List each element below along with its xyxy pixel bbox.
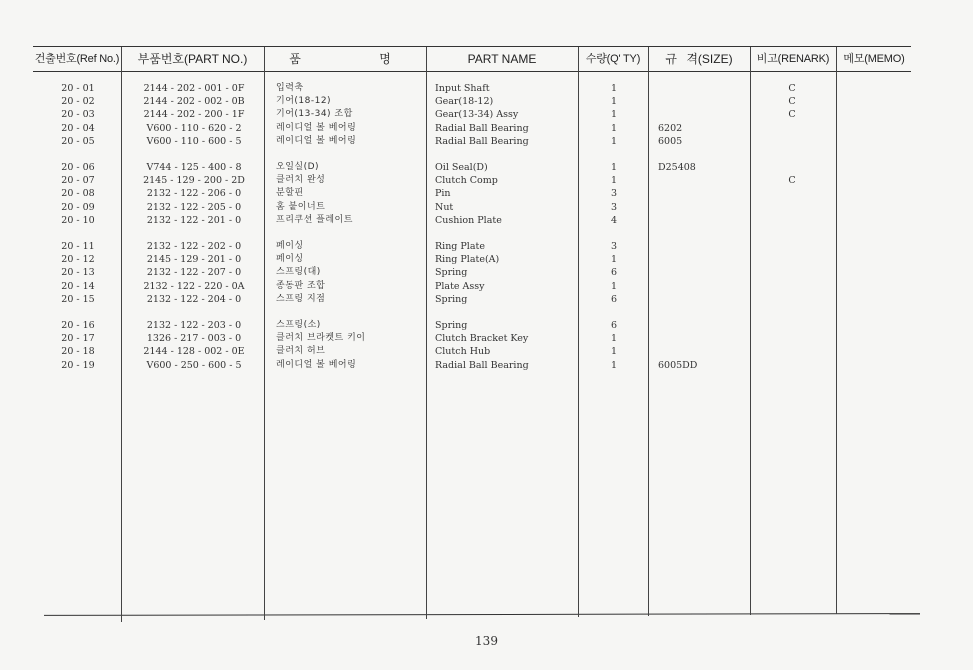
- part-no-cell: 2132 - 122 - 205 - 0: [146, 201, 242, 213]
- ref-no-cell: 20 - 03: [61, 109, 95, 121]
- qty-cell: 1: [610, 346, 618, 358]
- korean-name-cell: 레이디얼 볼 베어링: [276, 135, 357, 146]
- qty-cell: 1: [610, 122, 618, 134]
- ref-no-cell: 20 - 19: [61, 359, 95, 371]
- column-divider: [750, 47, 751, 615]
- ref-no-cell: 20 - 08: [61, 188, 95, 200]
- part-no-cell: 2132 - 122 - 220 - 0A: [143, 280, 245, 292]
- korean-name-cell: 프리쿠션 플레이트: [276, 214, 353, 225]
- part-no-cell: 2144 - 128 - 002 - 0E: [143, 346, 245, 358]
- size-cell: 6005: [658, 135, 683, 147]
- part-name-cell: Nut: [435, 201, 454, 213]
- remark-cell: C: [788, 109, 796, 121]
- ref-no-cell: 20 - 06: [61, 162, 95, 173]
- part-name-cell: Ring Plate(A): [435, 254, 500, 266]
- part-name-cell: Clutch Bracket Key: [435, 333, 529, 345]
- ref-no-cell: 20 - 07: [61, 175, 95, 187]
- ref-no-cell: 20 - 11: [61, 241, 95, 252]
- korean-name-cell: 클러치 브라켓트 키이: [276, 333, 366, 344]
- part-no-cell: 2145 - 129 - 200 - 2D: [143, 175, 245, 187]
- bottom-rule: [44, 613, 920, 616]
- qty-cell: 1: [610, 96, 618, 108]
- qty-cell: 1: [610, 280, 618, 292]
- size-cell: 6005DD: [658, 359, 698, 371]
- part-name-cell: Clutch Comp: [435, 175, 498, 187]
- part-no-cell: V600 - 110 - 620 - 2: [146, 122, 242, 134]
- ref-no-cell: 20 - 02: [61, 96, 95, 108]
- part-no-cell: 2144 - 202 - 001 - 0F: [143, 83, 245, 94]
- part-no-cell: V600 - 250 - 600 - 5: [146, 359, 242, 371]
- part-name-cell: Ring Plate: [435, 241, 485, 252]
- korean-name-cell: 분할핀: [276, 188, 304, 199]
- part-name-cell: Gear(13-34) Assy: [435, 109, 519, 121]
- remark-cell: C: [788, 96, 796, 108]
- page-number: 139: [475, 634, 498, 648]
- qty-cell: 3: [610, 241, 618, 252]
- part-name-cell: Oil Seal(D): [435, 162, 488, 173]
- part-no-cell: 2132 - 122 - 206 - 0: [146, 188, 242, 200]
- part-name-cell: Radial Ball Bearing: [435, 122, 529, 134]
- header-qty: 수량(Q' TY): [585, 53, 641, 65]
- header-name-ko-left: 품: [289, 52, 301, 66]
- korean-name-cell: 스프링(소): [276, 320, 321, 330]
- qty-cell: 6: [610, 267, 618, 279]
- korean-name-cell: 기어(18-12): [276, 96, 332, 107]
- ref-no-cell: 20 - 18: [61, 346, 95, 358]
- remark-cell: C: [788, 83, 796, 94]
- korean-name-cell: 홈 붙이너트: [276, 201, 326, 212]
- header-part-name: PART NAME: [467, 52, 537, 66]
- part-name-cell: Gear(18-12): [435, 96, 494, 108]
- korean-name-cell: 스프링(대): [276, 267, 321, 278]
- korean-name-cell: 페이싱: [276, 241, 304, 251]
- qty-cell: 1: [610, 83, 618, 94]
- ref-no-cell: 20 - 09: [61, 201, 95, 213]
- part-name-cell: Input Shaft: [435, 83, 490, 94]
- qty-cell: 1: [610, 162, 618, 173]
- part-name-cell: Pin: [435, 188, 451, 200]
- korean-name-cell: 종동판 조합: [276, 280, 326, 291]
- qty-cell: 1: [610, 135, 618, 147]
- part-no-cell: V600 - 110 - 600 - 5: [146, 135, 242, 147]
- header-ref-no: 건출번호(Ref No.): [34, 53, 120, 65]
- part-no-cell: 2132 - 122 - 203 - 0: [146, 320, 242, 331]
- column-divider: [426, 47, 427, 619]
- korean-name-cell: 기어(13-34) 조합: [276, 109, 353, 120]
- header-memo: 메모(MEMO): [843, 53, 905, 65]
- column-divider: [264, 47, 265, 620]
- korean-name-cell: 스프링 지점: [276, 293, 326, 304]
- top-rule: [33, 46, 911, 47]
- header-rule: [33, 71, 911, 72]
- part-name-cell: Spring: [435, 293, 468, 305]
- korean-name-cell: 페이싱: [276, 254, 304, 265]
- part-no-cell: 2144 - 202 - 200 - 1F: [143, 109, 245, 121]
- ref-no-cell: 20 - 17: [61, 333, 95, 345]
- header-size: 규 격(SIZE): [665, 52, 733, 66]
- korean-name-cell: 클러치 완성: [276, 175, 326, 186]
- part-no-cell: 2132 - 122 - 201 - 0: [146, 214, 242, 226]
- column-divider: [578, 47, 579, 617]
- ref-no-cell: 20 - 01: [61, 83, 95, 94]
- korean-name-cell: 레이디얼 볼 베어링: [276, 122, 357, 133]
- part-name-cell: Spring: [435, 320, 468, 331]
- part-no-cell: 2132 - 122 - 204 - 0: [146, 293, 242, 305]
- part-no-cell: 2132 - 122 - 202 - 0: [146, 241, 242, 252]
- ref-no-cell: 20 - 13: [61, 267, 95, 279]
- qty-cell: 1: [610, 175, 618, 187]
- qty-cell: 1: [610, 109, 618, 121]
- size-cell: 6202: [658, 122, 683, 134]
- header-name-ko-right: 명: [379, 52, 391, 66]
- ref-no-cell: 20 - 04: [61, 122, 95, 134]
- ref-no-cell: 20 - 12: [61, 254, 95, 266]
- qty-cell: 1: [610, 359, 618, 371]
- ref-no-cell: 20 - 10: [61, 214, 95, 226]
- column-divider: [836, 47, 837, 614]
- korean-name-cell: 레이디얼 볼 베어링: [276, 359, 357, 370]
- ref-no-cell: 20 - 16: [61, 320, 95, 331]
- qty-cell: 3: [610, 201, 618, 213]
- qty-cell: 6: [610, 293, 618, 305]
- part-no-cell: 1326 - 217 - 003 - 0: [146, 333, 242, 345]
- qty-cell: 1: [610, 333, 618, 345]
- part-name-cell: Clutch Hub: [435, 346, 491, 358]
- part-no-cell: 2145 - 129 - 201 - 0: [146, 254, 242, 266]
- korean-name-cell: 입력축: [276, 83, 304, 93]
- korean-name-cell: 오일실(D): [276, 162, 320, 172]
- part-name-cell: Radial Ball Bearing: [435, 359, 529, 371]
- header-remark: 비고(RENARK): [756, 53, 830, 65]
- part-name-cell: Spring: [435, 267, 468, 279]
- part-no-cell: 2144 - 202 - 002 - 0B: [143, 96, 245, 108]
- remark-cell: C: [788, 175, 796, 187]
- header-part-no: 부품번호(PART NO.): [137, 52, 248, 66]
- ref-no-cell: 20 - 14: [61, 280, 95, 292]
- size-cell: D25408: [658, 162, 696, 173]
- ref-no-cell: 20 - 05: [61, 135, 95, 147]
- column-divider: [121, 47, 122, 622]
- part-no-cell: 2132 - 122 - 207 - 0: [146, 267, 242, 279]
- qty-cell: 1: [610, 254, 618, 266]
- part-name-cell: Radial Ball Bearing: [435, 135, 529, 147]
- qty-cell: 6: [610, 320, 618, 331]
- qty-cell: 3: [610, 188, 618, 200]
- ref-no-cell: 20 - 15: [61, 293, 95, 305]
- part-no-cell: V744 - 125 - 400 - 8: [146, 162, 242, 173]
- part-name-cell: Cushion Plate: [435, 214, 502, 226]
- korean-name-cell: 클러치 허브: [276, 346, 326, 357]
- column-divider: [648, 47, 649, 616]
- part-name-cell: Plate Assy: [435, 280, 485, 292]
- qty-cell: 4: [610, 214, 618, 226]
